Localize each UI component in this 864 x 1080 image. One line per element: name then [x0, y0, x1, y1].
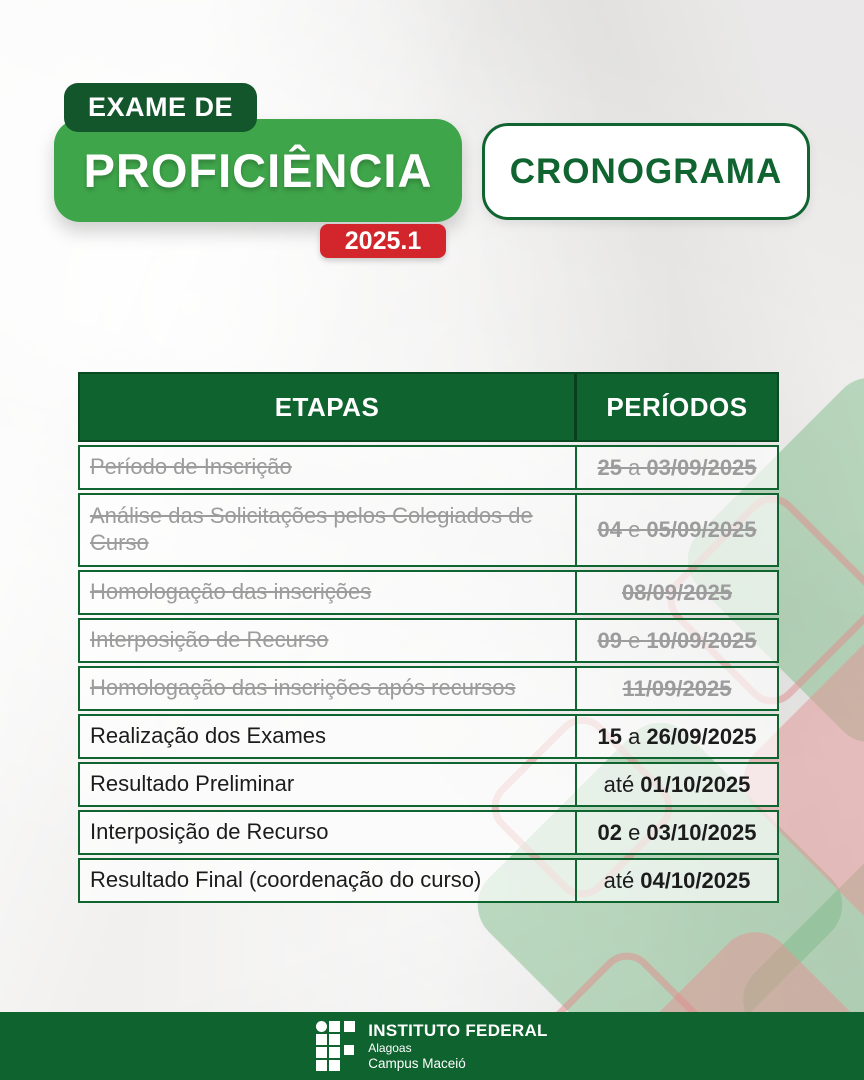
edition-badge — [320, 224, 446, 258]
etapa-label: Período de Inscrição — [90, 454, 292, 480]
instituto-federal-logo-icon — [316, 1021, 355, 1071]
etapa-label: Análise das Solicitações pelos Colegiados de Curso — [90, 503, 533, 555]
periodo-cell — [577, 495, 777, 565]
date-part: 25 — [597, 454, 622, 480]
exame-de-badge — [64, 83, 257, 132]
periodo-value — [597, 628, 756, 654]
exame-de-label: EXAME DE — [88, 92, 234, 122]
institution-state: Alagoas — [368, 1041, 412, 1056]
institution-campus: Campus Maceió — [368, 1055, 466, 1071]
proficiencia-label: PROFICIÊNCIA — [83, 144, 433, 197]
etapa-cell — [80, 495, 577, 565]
date-part: 11/09/2025 — [622, 675, 732, 701]
footer-bar — [0, 1012, 864, 1080]
edition-label: 2025.1 — [344, 226, 422, 255]
periodo-cell — [577, 764, 777, 805]
etapa-cell — [80, 860, 577, 901]
etapa-label: Resultado Final (coordenação do curso) — [90, 867, 482, 893]
date-part: 04/10/2025 — [640, 867, 751, 893]
date-part: até — [603, 867, 641, 893]
date-part: e — [621, 517, 647, 542]
table-row — [78, 666, 779, 711]
periodo-value — [597, 517, 756, 543]
periodo-cell — [577, 572, 777, 613]
etapa-cell — [80, 716, 577, 757]
date-part: a — [621, 723, 647, 749]
schedule-table — [78, 372, 779, 906]
etapa-cell — [80, 764, 577, 805]
date-part: 03/09/2025 — [646, 454, 757, 480]
etapa-label: Interposição de Recurso — [90, 627, 329, 653]
etapa-label: Homologação das inscrições — [90, 579, 372, 605]
etapa-label: Interposição de Recurso — [90, 819, 329, 845]
etapa-label: Realização dos Exames — [90, 723, 327, 749]
table-row — [78, 714, 779, 759]
periodo-value — [604, 772, 751, 798]
etapa-cell — [80, 620, 577, 661]
etapa-label: Resultado Preliminar — [90, 771, 295, 797]
date-part: 03/10/2025 — [646, 819, 757, 845]
date-part: e — [621, 627, 647, 653]
table-row — [78, 762, 779, 807]
table-row — [78, 493, 779, 567]
periodo-value — [597, 820, 756, 846]
proficiencia-badge — [54, 119, 462, 222]
table-row — [78, 570, 779, 615]
institution-name: INSTITUTO FEDERAL — [368, 1020, 548, 1040]
header-periodos: PERÍODOS — [606, 391, 748, 422]
etapa-cell — [80, 447, 577, 488]
table-header-row — [78, 372, 779, 442]
date-part: 05/09/2025 — [646, 517, 757, 542]
date-part: a — [621, 454, 647, 480]
etapa-cell — [80, 668, 577, 709]
etapa-cell — [80, 812, 577, 853]
date-part: 08/09/2025 — [621, 579, 733, 605]
periodo-value — [623, 676, 732, 702]
date-part: 10/09/2025 — [646, 627, 757, 653]
periodo-cell — [577, 620, 777, 661]
periodo-cell — [577, 812, 777, 853]
etapa-cell — [80, 572, 577, 613]
date-part: 15 — [597, 723, 622, 749]
cronograma-box — [482, 123, 810, 220]
footer-brand — [316, 1021, 548, 1072]
date-part: 04 — [597, 517, 622, 542]
table-row — [78, 618, 779, 663]
periodo-value — [604, 868, 751, 894]
date-part: 26/09/2025 — [646, 723, 757, 749]
periodo-cell — [577, 447, 777, 488]
date-part: e — [621, 819, 647, 845]
periodo-value — [597, 724, 756, 750]
table-row — [78, 858, 779, 903]
periodo-cell — [577, 716, 777, 757]
cronograma-label: CRONOGRAMA — [509, 151, 783, 191]
etapa-label: Homologação das inscrições após recursos — [90, 675, 516, 701]
periodo-cell — [577, 860, 777, 901]
date-part: até — [603, 771, 641, 797]
date-part: 09 — [597, 627, 622, 653]
header-etapas: ETAPAS — [80, 374, 577, 440]
date-part: 02 — [597, 819, 622, 845]
table-row — [78, 810, 779, 855]
date-part: 01/10/2025 — [640, 771, 751, 797]
periodo-value — [622, 580, 732, 606]
table-row — [78, 445, 779, 490]
periodo-cell — [577, 668, 777, 709]
periodo-value — [597, 455, 756, 481]
footer-text — [368, 1021, 548, 1072]
